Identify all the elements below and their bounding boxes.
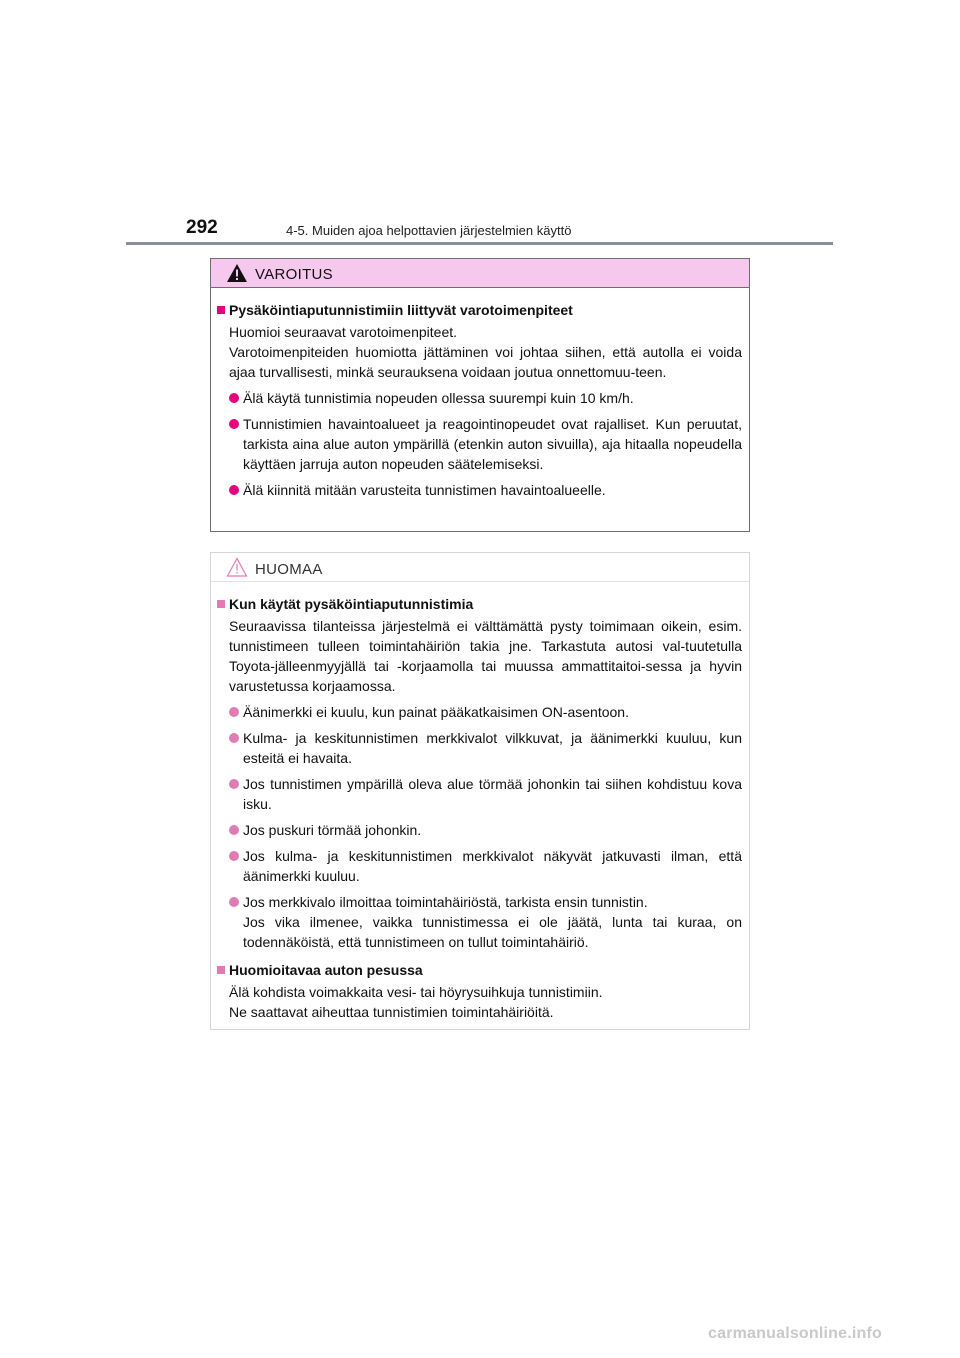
list-item: Jos tunnistimen ympärillä oleva alue törmää johonkin tai siihen kohdistuu kova isku. <box>229 774 742 814</box>
list-item: Älä kiinnitä mitään varusteita tunnistimen havaintoalueelle. <box>229 480 742 500</box>
notice-subheading-2 <box>217 960 742 980</box>
list-item <box>229 892 742 952</box>
notice-heading-text: Kun käytät pysäköintiaputunnistimia <box>229 596 474 612</box>
round-bullet-icon <box>229 851 239 861</box>
notice-intro: Seuraavissa tilanteissa järjestelmä ei välttämättä pysty toimimaan oikein, esim. tunnistimeen tulleen toimintahäiriön takia jne. Tarkastuta autosi val-tuutetulla Toyota-jälleenmyyjällä tai -korjaamolla tai muussa ammattitaitoi-sessa ja hyvin varustetussa korjaamossa. <box>229 618 742 694</box>
notice-body <box>211 582 749 1022</box>
square-bullet-icon <box>217 966 225 974</box>
list-item-continuation: Jos vika ilmenee, vaikka tunnistimessa ei ole jäätä, lunta tai kuraa, on todennäköistä, että tunnistimeen on tullut toimintahäiriö. <box>243 914 742 950</box>
notice-label: HUOMAA <box>255 561 323 578</box>
watermark: carmanualsonline.info <box>708 1325 883 1342</box>
round-bullet-icon <box>229 733 239 743</box>
round-bullet-icon <box>229 393 239 403</box>
square-bullet-icon <box>217 600 225 608</box>
round-bullet-icon <box>229 485 239 495</box>
round-bullet-icon <box>229 897 239 907</box>
list-item-line: Jos merkkivalo ilmoittaa toimintahäiriöstä, tarkista ensin tunnistin. <box>243 894 648 910</box>
notice-wash-line-1: Älä kohdista voimakkaita vesi- tai höyrysuihkuja tunnistimiin. <box>229 984 603 1000</box>
warning-label: VAROITUS <box>255 266 333 283</box>
list-item: Äänimerkki ei kuulu, kun painat pääkatkaisimen ON-asentoon. <box>229 702 742 722</box>
notice-wash-line-2: Ne saattavat aiheuttaa tunnistimien toimintahäiriöitä. <box>229 1004 554 1020</box>
list-item: Kulma- ja keskitunnistimen merkkivalot vilkkuvat, ja äänimerkki kuuluu, kun esteitä ei havaita. <box>229 728 742 768</box>
section-title: 4-5. Muiden ajoa helpottavien järjestelmien käyttö <box>286 223 572 238</box>
page-header <box>126 214 833 246</box>
warning-body <box>211 288 749 500</box>
warning-heading-text: Pysäköintiaputunnistimiin liittyvät varotoimenpiteet <box>229 302 573 318</box>
square-bullet-icon <box>217 306 225 314</box>
warning-box <box>210 258 750 532</box>
round-bullet-icon <box>229 779 239 789</box>
notice-header <box>211 553 749 582</box>
warning-intro-2: Varotoimenpiteiden huomiotta jättäminen voi johtaa siihen, että autolla ei voida ajaa turvallisesti, minkä seurauksena voidaan joutua onnettomuu-teen. <box>229 344 742 380</box>
notice-box <box>210 552 750 1030</box>
notice-subheading-1 <box>217 594 742 614</box>
warning-intro-1: Huomioi seuraavat varotoimenpiteet. <box>229 324 458 340</box>
warning-header <box>211 259 749 288</box>
warning-triangle-icon <box>226 263 248 283</box>
list-item: Älä käytä tunnistimia nopeuden ollessa suurempi kuin 10 km/h. <box>229 388 742 408</box>
notice-triangle-icon <box>226 557 248 577</box>
page-number: 292 <box>186 217 218 238</box>
round-bullet-icon <box>229 707 239 717</box>
list-item: Jos puskuri törmää johonkin. <box>229 820 742 840</box>
warning-subheading <box>217 300 742 320</box>
round-bullet-icon <box>229 825 239 835</box>
list-item: Tunnistimien havaintoalueet ja reagointinopeudet ovat rajalliset. Kun peruutat, tarkista aina alue auton ympärillä (etenkin auton sivuilla), aja hitaalla nopeudella käyttäen jarruja auton nopeuden säätelemiseksi. <box>229 414 742 474</box>
header-divider <box>126 242 833 245</box>
list-item: Jos kulma- ja keskitunnistimen merkkivalot näkyvät jatkuvasti ilman, että äänimerkki kuuluu. <box>229 846 742 886</box>
round-bullet-icon <box>229 419 239 429</box>
notice-heading-text: Huomioitavaa auton pesussa <box>229 962 423 978</box>
